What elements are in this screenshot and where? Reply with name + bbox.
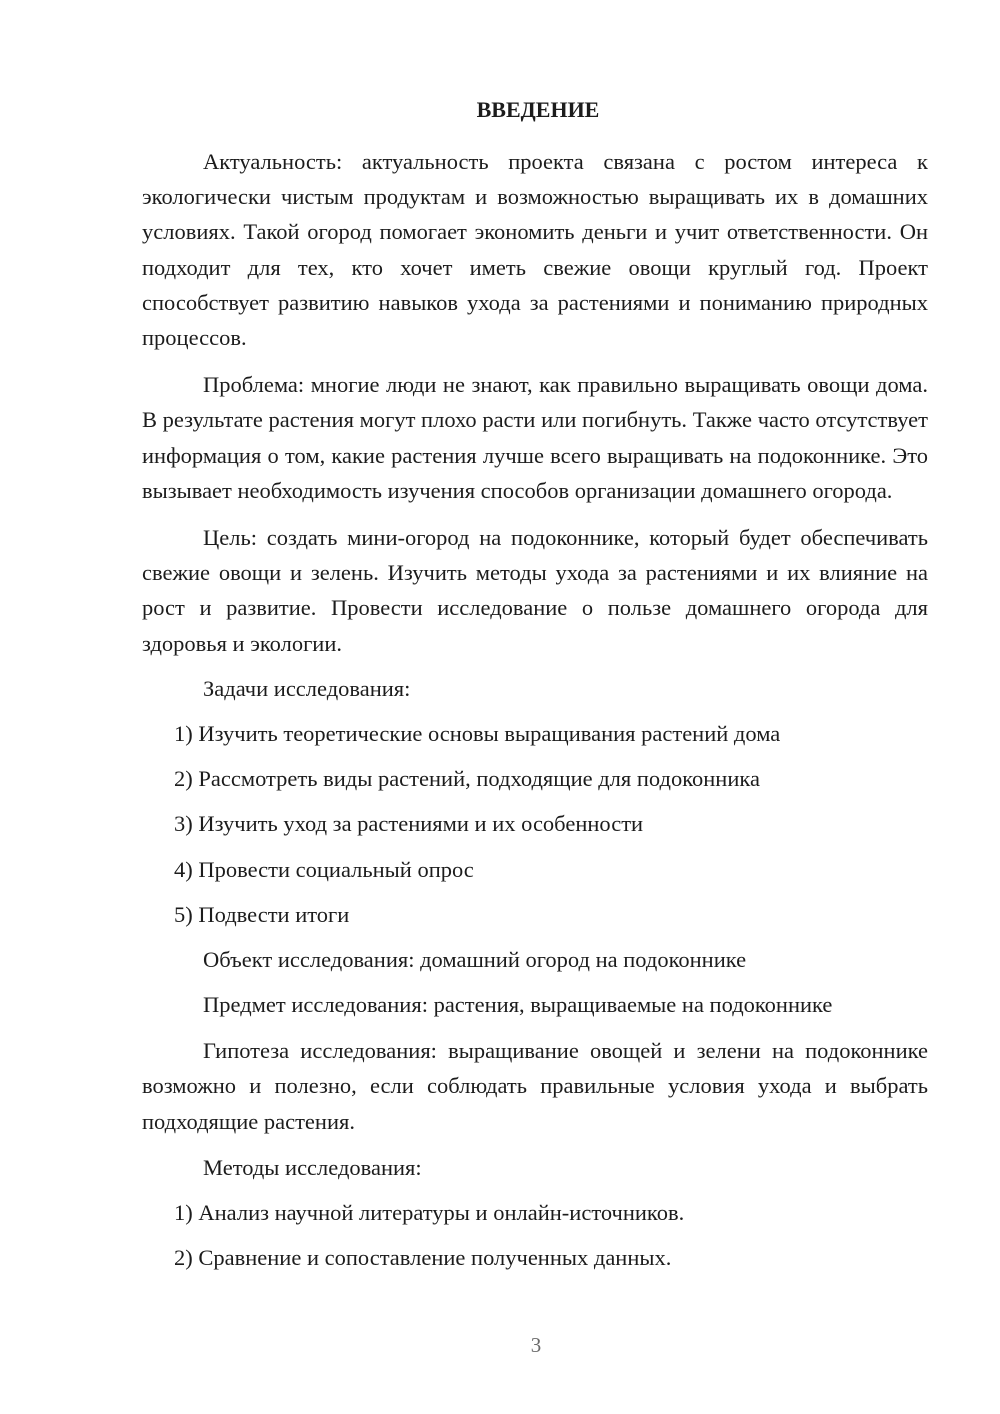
section-title: ВВЕДЕНИЕ [476, 97, 600, 122]
task-item: 4) Провести социальный опрос [174, 856, 474, 882]
research-subject: Предмет исследования: растения, выращиваемые на подоконнике [203, 992, 833, 1018]
method-item: 1) Анализ научной литературы и онлайн-источников. [174, 1199, 685, 1225]
relevance-paragraph: Актуальность: актуальность проекта связана с ростом интереса к экологически чистым продуктам и возможностью выращивать их в домашних условиях. Такой огород помогает экономить деньги и учит ответственности. Он подходит для тех, кто хочет иметь свежие овощи круглый год. Проект способствует развитию навыков ухода за растениями и пониманию природных процессов. [142, 149, 928, 351]
hypothesis-paragraph: Гипотеза исследования: выращивание овощей и зелени на подоконнике возможно и полезно, если соблюдать правильные условия ухода и выбрать подходящие растения. [142, 1038, 928, 1134]
task-item: 2) Рассмотреть виды растений, подходящие для подоконника [174, 766, 760, 792]
task-item: 5) Подвести итоги [174, 901, 350, 927]
tasks-heading: Задачи исследования: [203, 675, 411, 701]
task-item: 1) Изучить теоретические основы выращивания растений дома [174, 721, 781, 747]
task-item: 3) Изучить уход за растениями и их особенности [174, 811, 644, 837]
problem-paragraph: Проблема: многие люди не знают, как правильно выращивать овощи дома. В результате растения могут плохо расти или погибнуть. Также часто отсутствует информация о том, какие растения лучше всего выращивать на подоконнике. Это вызывает необходимость изучения способов организации домашнего огорода. [142, 372, 928, 503]
research-object: Объект исследования: домашний огород на подоконнике [203, 947, 747, 973]
methods-heading: Методы исследования: [203, 1154, 422, 1180]
goal-paragraph: Цель: создать мини-огород на подоконнике, который будет обеспечивать свежие овощи и зелень. Изучить методы ухода за растениями и их влияние на рост и развитие. Провести исследование о пользе домашнего огорода для здоровья и экологии. [142, 525, 928, 656]
method-item: 2) Сравнение и сопоставление полученных данных. [174, 1245, 672, 1271]
page-number: 3 [530, 1333, 542, 1357]
document-page [142, 92, 928, 1275]
